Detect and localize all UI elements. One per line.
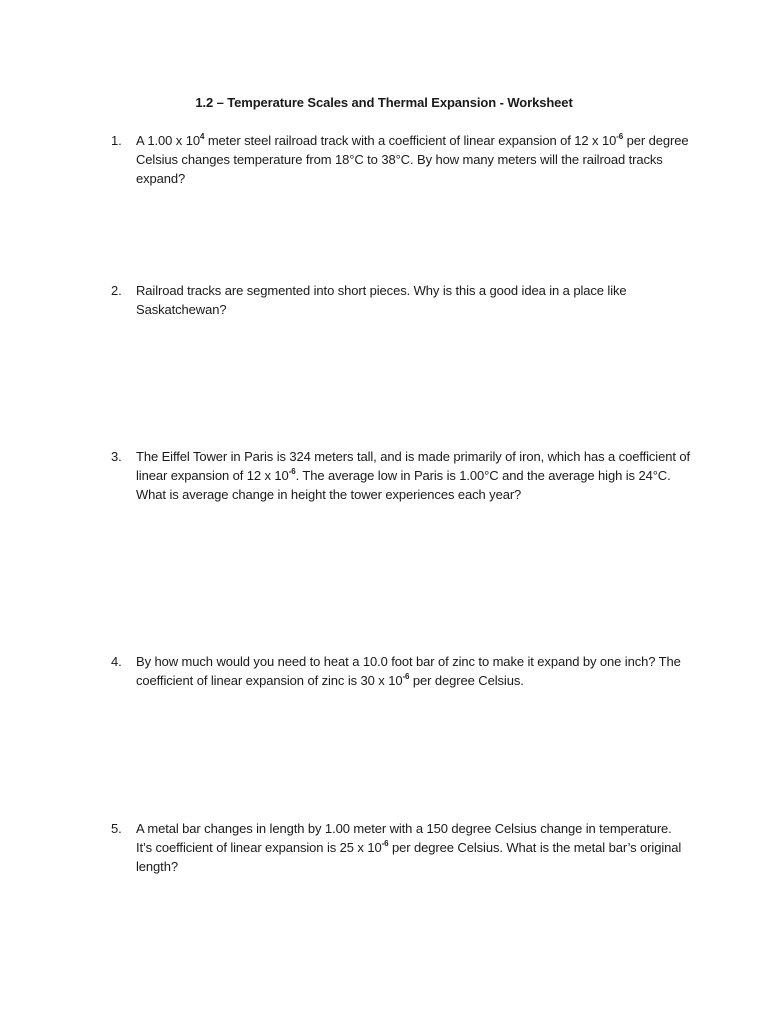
question-number: 4. [111,654,122,669]
question-5 [111,819,691,876]
question-2 [111,281,691,319]
question-text: The Eiffel Tower in Paris is 324 meters tall, and is made primarily of iron, which has a coefficient of linear expansion of 12 x $10^{-6}$. The average low in Paris is 1.00°C and the average high is 24°C. What is average change in height the tower experiences each year? [136,449,691,502]
superscript: -6 [381,838,389,848]
superscript: -6 [402,671,410,681]
question-number: 2. [111,283,122,298]
question-number: 3. [111,449,122,464]
superscript: 4 [199,131,205,141]
superscript: -6 [616,131,624,141]
question-number: 1. [111,133,122,148]
question-1 [111,131,691,188]
question-text: By how much would you need to heat a 10.0 foot bar of zinc to make it expand by one inch? The coefficient of linear expansion of zinc is 30 x $10^{-6}$ per degree Celsius. [136,654,681,688]
question-text: A metal bar changes in length by 1.00 meter with a 150 degree Celsius change in temperature. It’s coefficient of linear expansion is 25 x $10^{-6}$ per degree Celsius. What is the metal bar’s original length? [136,821,682,874]
question-text: A 1.00 x $10^4$ meter steel railroad track with a coefficient of linear expansion of 12 x $10^{-6}$ per degree Celsius changes temperature from 18°C to 38°C. By how many meters will the railroad tracks expand? [136,131,689,186]
question-3 [111,447,691,504]
superscript: -6 [288,466,296,476]
question-4 [111,652,691,690]
question-number: 5. [111,821,122,836]
worksheet-title: 1.2 – Temperature Scales and Thermal Expansion - Worksheet [195,95,573,110]
question-text: Railroad tracks are segmented into short pieces. Why is this a good idea in a place like Saskatchewan? [136,283,627,317]
